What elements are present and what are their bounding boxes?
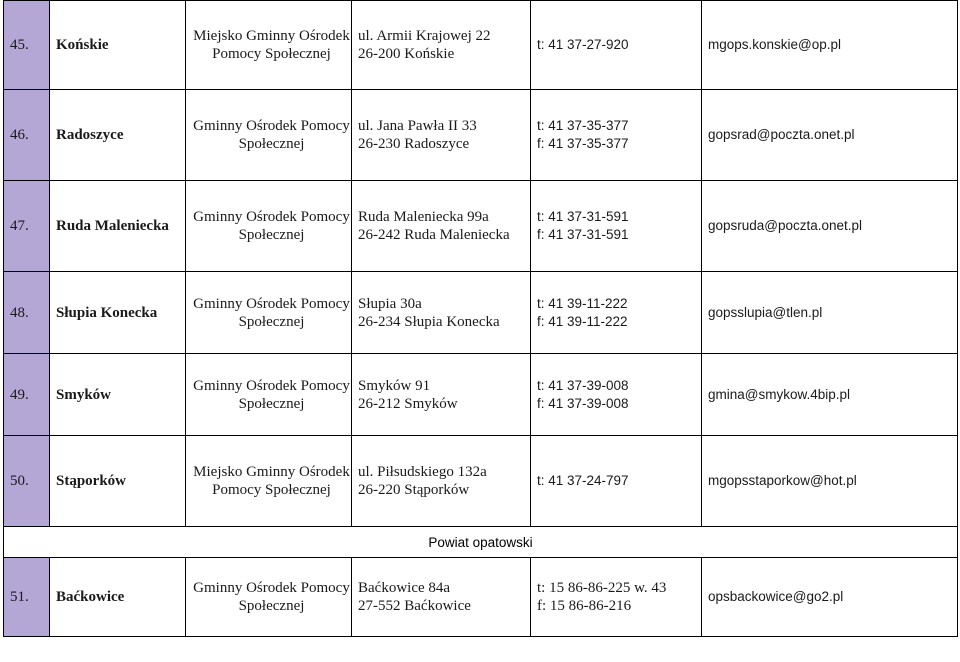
phone-line: t: 41 37-27-920 <box>537 37 629 52</box>
phone-line: t: 41 37-39-008 <box>537 377 629 393</box>
institution-line: Społecznej <box>238 598 305 614</box>
institution-line: Gminny Ośrodek Pomocy <box>193 118 350 134</box>
phone <box>531 272 702 354</box>
section-title: Powiat opatowski <box>4 527 958 558</box>
phone <box>531 354 702 436</box>
table-row <box>4 558 958 637</box>
phone <box>531 558 702 637</box>
row-number: 45. <box>4 1 50 90</box>
phone-line: t: 41 39-11-222 <box>537 295 628 311</box>
address-postal: 26-220 Stąporków <box>358 482 470 498</box>
institution-name <box>186 272 352 354</box>
address <box>352 272 531 354</box>
table-row <box>4 436 958 527</box>
row-number: 47. <box>4 181 50 272</box>
institution-line: Gminny Ośrodek Pomocy <box>193 377 350 394</box>
institution-line: Gminny Ośrodek Pomocy <box>193 295 350 312</box>
row-number: 46. <box>4 90 50 181</box>
institution-name <box>186 181 352 272</box>
institution-line: Społecznej <box>238 227 305 243</box>
institution-name <box>186 1 352 90</box>
town-name: Baćkowice <box>50 558 186 637</box>
table-row <box>4 354 958 436</box>
fax-line: f: 15 86-86-216 <box>537 598 632 614</box>
institution-name <box>186 436 352 527</box>
institution-line: Miejsko Gminny Ośrodek <box>193 464 350 480</box>
table-row <box>4 272 958 354</box>
phone-line: t: 41 37-24-797 <box>537 473 629 488</box>
fax-line: f: 41 37-35-377 <box>537 136 629 151</box>
fax-line: f: 41 37-31-591 <box>537 227 629 242</box>
town-name: Radoszyce <box>50 90 186 181</box>
phone <box>531 1 702 90</box>
town-name: Ruda Maleniecka <box>50 181 186 272</box>
address-postal: 26-234 Słupia Konecka <box>358 313 500 330</box>
institution-line: Pomocy Społecznej <box>212 46 331 62</box>
fax-line: f: 41 39-11-222 <box>537 313 628 329</box>
phone-line: t: 41 37-35-377 <box>537 118 629 133</box>
row-number: 50. <box>4 436 50 527</box>
address-street: Ruda Maleniecka 99a <box>358 209 489 225</box>
address-street: ul. Armii Krajowej 22 <box>358 28 491 44</box>
email[interactable]: opsbackowice@go2.pl <box>702 558 958 637</box>
email[interactable]: gopsrad@poczta.onet.pl <box>702 90 958 181</box>
institution-line: Gminny Ośrodek Pomocy <box>193 209 350 225</box>
institution-line: Społecznej <box>238 313 305 330</box>
row-number: 49. <box>4 354 50 436</box>
institution-line: Społecznej <box>238 395 305 412</box>
address-postal: 26-230 Radoszyce <box>358 136 470 152</box>
fax-line: f: 41 37-39-008 <box>537 395 629 411</box>
address-postal: 26-242 Ruda Maleniecka <box>358 227 510 243</box>
town-name: Stąporków <box>50 436 186 527</box>
address <box>352 558 531 637</box>
address <box>352 1 531 90</box>
institution-line: Miejsko Gminny Ośrodek <box>193 28 350 44</box>
phone-line: t: 15 86-86-225 w. 43 <box>537 580 667 596</box>
institution-line: Społecznej <box>238 136 305 152</box>
table-row <box>4 181 958 272</box>
address-street: Baćkowice 84a <box>358 580 451 596</box>
address-street: Smyków 91 <box>358 377 431 394</box>
phone <box>531 90 702 181</box>
address-street: Słupia 30a <box>358 295 422 312</box>
institution-name <box>186 354 352 436</box>
phone <box>531 181 702 272</box>
address-postal: 26-212 Smyków <box>358 395 458 412</box>
address-postal: 27-552 Baćkowice <box>358 598 471 614</box>
phone-line: t: 41 37-31-591 <box>537 209 629 224</box>
address-street: ul. Jana Pawła II 33 <box>358 118 477 134</box>
address <box>352 181 531 272</box>
email[interactable]: gopsslupia@tlen.pl <box>702 272 958 354</box>
phone <box>531 436 702 527</box>
address-street: ul. Piłsudskiego 132a <box>358 464 487 480</box>
institution-line: Pomocy Społecznej <box>212 482 331 498</box>
town-name: Słupia Konecka <box>50 272 186 354</box>
address <box>352 90 531 181</box>
section-header-row <box>4 527 958 558</box>
town-name: Końskie <box>50 1 186 90</box>
email[interactable]: gmina@smykow.4bip.pl <box>702 354 958 436</box>
institution-name <box>186 558 352 637</box>
address <box>352 354 531 436</box>
institution-line: Gminny Ośrodek Pomocy <box>193 580 350 596</box>
table-row <box>4 1 958 90</box>
row-number: 51. <box>4 558 50 637</box>
email[interactable]: gopsruda@poczta.onet.pl <box>702 181 958 272</box>
email[interactable]: mgopsstaporkow@hot.pl <box>702 436 958 527</box>
social-services-table <box>3 0 958 637</box>
address-postal: 26-200 Końskie <box>358 46 455 62</box>
address <box>352 436 531 527</box>
email[interactable]: mgops.konskie@op.pl <box>702 1 958 90</box>
table-row <box>4 90 958 181</box>
town-name: Smyków <box>50 354 186 436</box>
institution-name <box>186 90 352 181</box>
row-number: 48. <box>4 272 50 354</box>
